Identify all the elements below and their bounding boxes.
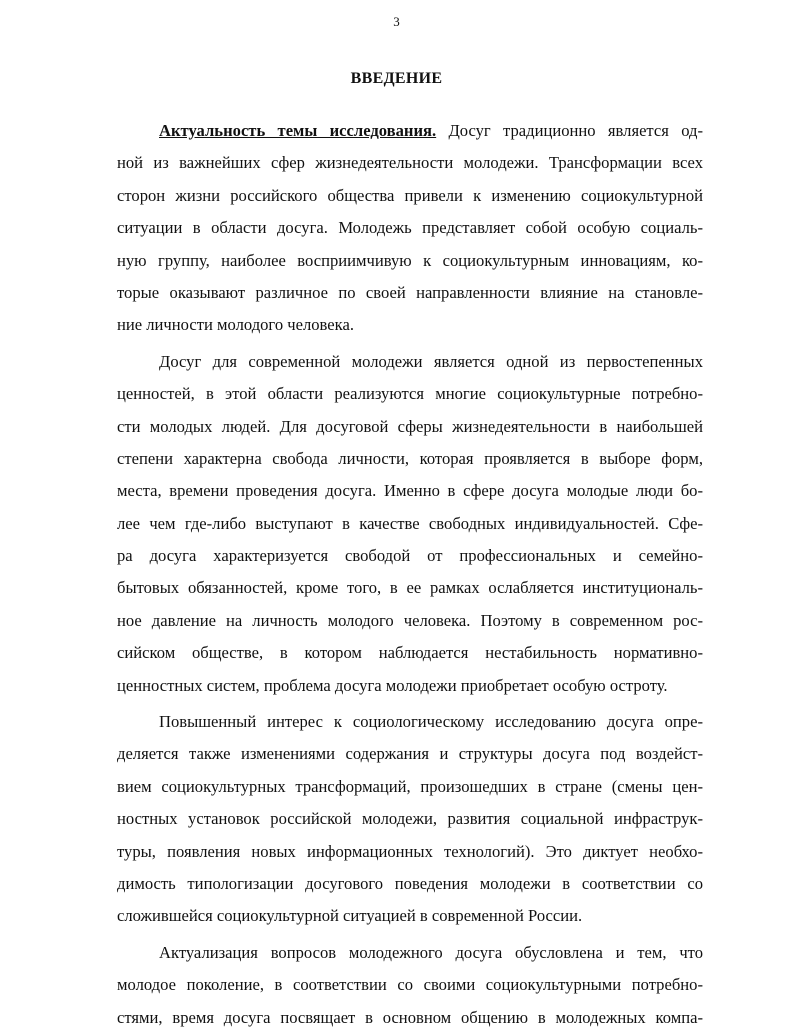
paragraph-line: степени характерна свобода личности, которая проявляется в выборе форм, [117,448,703,468]
paragraph-line: лее чем где-либо выступают в качестве свободных индивидуальностей. Сфе- [117,513,703,533]
paragraph-line: ра досуга характеризуется свободой от профессиональных и семейно- [117,546,703,566]
paragraph-line: ностных установок российской молодежи, развития социальной инфраструк- [117,809,703,829]
paragraph-line: ценностей, в этой области реализуются многие социокультурные потребно- [117,384,703,404]
paragraph-line: сторон жизни российского общества привели к изменению социокультурной [117,185,703,205]
paragraph-line: деляется также изменениями содержания и структуры досуга под воздейст- [117,744,703,764]
paragraph-line: димость типологизации досугового поведения молодежи в соответствии со [117,873,703,893]
paragraph-line: ной из важнейших сфер жизнедеятельности молодежи. Трансформации всех [117,153,703,173]
paragraph-line: торые оказывают различное по своей направленности влияние на становле- [117,282,703,302]
paragraph-line: Повышенный интерес к социологическому исследованию досуга опре- [159,712,703,732]
body-text [117,115,703,1034]
paragraph-line: молодое поколение, в соответствии со своими социокультурными потребно- [117,975,703,995]
paragraph-line: ное давление на личность молодого человека. Поэтому в современном рос- [117,610,703,630]
paragraph-line: ную группу, наиболее восприимчивую к социокультурным инновациям, ко- [117,250,703,270]
paragraph-line: сти молодых людей. Для досуговой сферы жизнедеятельности в наибольшей [117,416,703,436]
paragraph-line: сийском обществе, в котором наблюдается нестабильность нормативно- [117,643,703,663]
paragraph-line: ценностных систем, проблема досуга молодежи приобретает особую остроту. [117,675,668,695]
paragraph-line: Досуг для современной молодежи является одной из первостепенных [159,351,703,371]
page-number: 3 [393,14,400,29]
paragraph-line: вием социокультурных трансформаций, произошедших в стране (смены цен- [117,776,703,796]
paragraph-line: бытовых обязанностей, кроме того, в ее рамках ослабляется институциональ- [117,578,703,598]
page-title: ВВЕДЕНИЕ [350,70,443,87]
paragraph-line: стями, время досуга посвящает в основном общению в молодежных компа- [117,1007,703,1027]
paragraph-line: сложившейся социокультурной ситуацией в современной России. [117,906,583,926]
paragraph-line: туры, появления новых информационных технологий). Это диктует необхо- [117,841,703,861]
paragraph-line: ситуации в области досуга. Молодежь представляет собой особую социаль- [117,218,703,238]
paragraph-line [117,115,703,147]
paragraph-line-text: Досуг традиционно является од- [436,121,703,140]
section-heading: Актуальность темы исследования. [159,121,437,140]
paragraph-line: Актуализация вопросов молодежного досуга обусловлена и тем, что [159,942,703,962]
paragraph-line: ние личности молодого человека. [117,315,354,335]
paragraph-line: места, времени проведения досуга. Именно в сфере досуга молодые люди бо- [117,481,703,501]
